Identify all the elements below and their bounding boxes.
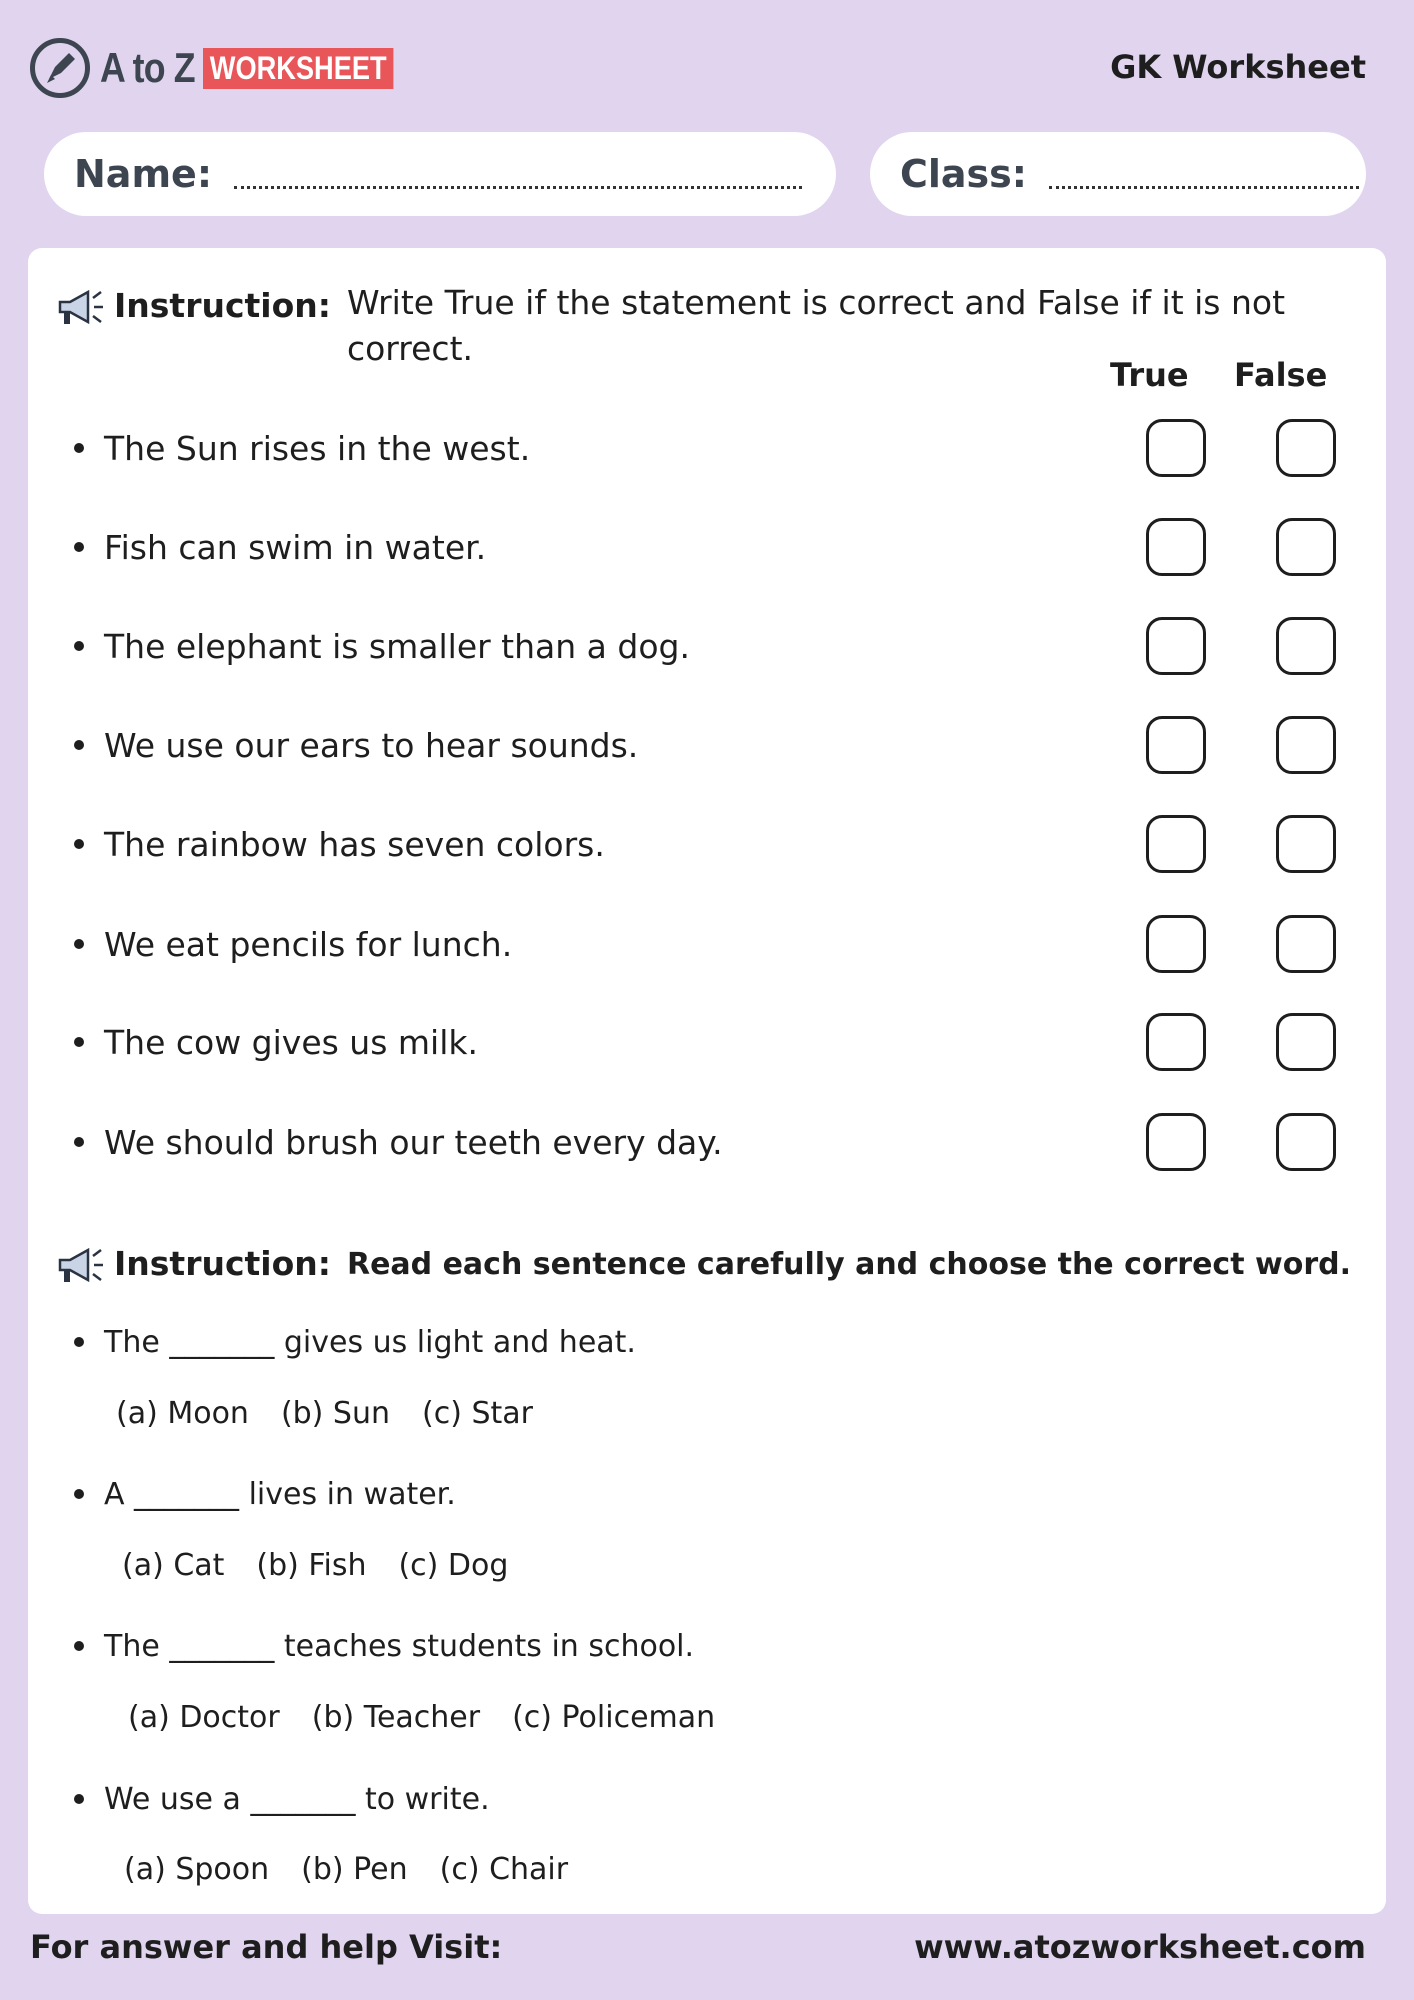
name-label: Name: [74,152,213,196]
statement-text: We eat pencils for lunch. [104,924,513,964]
statement-row [74,814,1354,874]
option[interactable]: (c) Star [422,1396,533,1431]
instruction-label: Instruction: [114,286,331,325]
statement-text: The rainbow has seven colors. [104,824,605,864]
worksheet-title: GK Worksheet [1110,48,1366,86]
footer-help-text: For answer and help Visit: [30,1928,503,1966]
statement-row [74,616,1354,676]
statement-row [74,1112,1354,1172]
question-item [74,1779,490,1819]
bullet [74,641,84,651]
true-checkbox[interactable] [1146,815,1206,873]
bullet [74,740,84,750]
options [122,1548,508,1583]
option[interactable]: (b) Teacher [311,1700,481,1735]
question-text: A _______ lives in water. [104,1476,456,1512]
statement-text: We should brush our teeth every day. [104,1122,723,1162]
bullet [74,1794,84,1804]
statement-text: We use our ears to hear sounds. [104,725,639,765]
logo-text: A to Z [100,44,195,91]
statement-row [74,914,1354,974]
option[interactable]: (b) Sun [280,1396,390,1431]
instruction-text: Read each sentence carefully and choose the correct word. [346,1247,1351,1282]
bullet [74,1037,84,1047]
options [128,1700,715,1735]
false-checkbox[interactable] [1276,518,1336,576]
question-text: The _______ gives us light and heat. [104,1324,636,1360]
instruction-label: Instruction: [114,1244,331,1283]
option[interactable]: (a) Moon [116,1396,249,1431]
option[interactable]: (a) Cat [122,1548,225,1583]
megaphone-icon [56,286,106,330]
question-item [74,1626,694,1666]
class-blank-line[interactable] [1049,186,1359,189]
name-blank-line[interactable] [234,186,802,189]
class-field[interactable] [870,132,1366,216]
option[interactable]: (b) Pen [301,1852,408,1887]
bullet [74,542,84,552]
instruction-text: Write True if the statement is correct and False if it is not correct. [346,283,1286,368]
name-field[interactable] [44,132,836,216]
footer-website-link[interactable]: www.atozworksheet.com [914,1928,1366,1966]
false-checkbox[interactable] [1276,815,1336,873]
option[interactable]: (a) Doctor [128,1700,280,1735]
false-checkbox[interactable] [1276,1013,1336,1071]
bullet [74,939,84,949]
option[interactable]: (c) Dog [398,1548,509,1583]
true-checkbox[interactable] [1146,518,1206,576]
question-item [74,1322,636,1362]
statement-text: The cow gives us milk. [104,1022,478,1062]
question-text: The _______ teaches students in school. [104,1628,695,1664]
megaphone-icon [56,1244,106,1288]
statement-row [74,715,1354,775]
false-checkbox[interactable] [1276,617,1336,675]
false-checkbox[interactable] [1276,1113,1336,1171]
true-checkbox[interactable] [1146,915,1206,973]
option[interactable]: (c) Chair [439,1852,569,1887]
option[interactable]: (a) Spoon [124,1852,270,1887]
bullet [74,1641,84,1651]
options [116,1396,533,1431]
question-item [74,1474,456,1514]
statement-row [74,1012,1354,1072]
class-label: Class: [900,152,1027,196]
true-checkbox[interactable] [1146,617,1206,675]
statement-row [74,517,1354,577]
bullet [74,1137,84,1147]
statement-text: The Sun rises in the west. [104,428,531,468]
statement-row [74,418,1354,478]
option[interactable]: (b) Fish [256,1548,367,1583]
bullet [74,1337,84,1347]
instruction-multiple-choice [56,1244,1351,1288]
true-checkbox[interactable] [1146,1113,1206,1171]
bullet [74,1489,84,1499]
false-checkbox[interactable] [1276,716,1336,774]
true-checkbox[interactable] [1146,1013,1206,1071]
logo-badge: WORKSHEET [203,48,393,89]
true-column-header: True [1110,356,1189,394]
false-checkbox[interactable] [1276,419,1336,477]
question-text: We use a _______ to write. [104,1781,490,1817]
options [124,1852,568,1887]
pen-icon [30,38,90,98]
option[interactable]: (c) Policeman [512,1700,716,1735]
true-checkbox[interactable] [1146,716,1206,774]
false-checkbox[interactable] [1276,915,1336,973]
bullet [74,839,84,849]
bullet [74,443,84,453]
statement-text: Fish can swim in water. [104,527,487,567]
worksheet-card [28,248,1386,1914]
statement-text: The elephant is smaller than a dog. [104,626,690,666]
false-column-header: False [1234,356,1328,394]
logo [30,38,427,98]
true-checkbox[interactable] [1146,419,1206,477]
